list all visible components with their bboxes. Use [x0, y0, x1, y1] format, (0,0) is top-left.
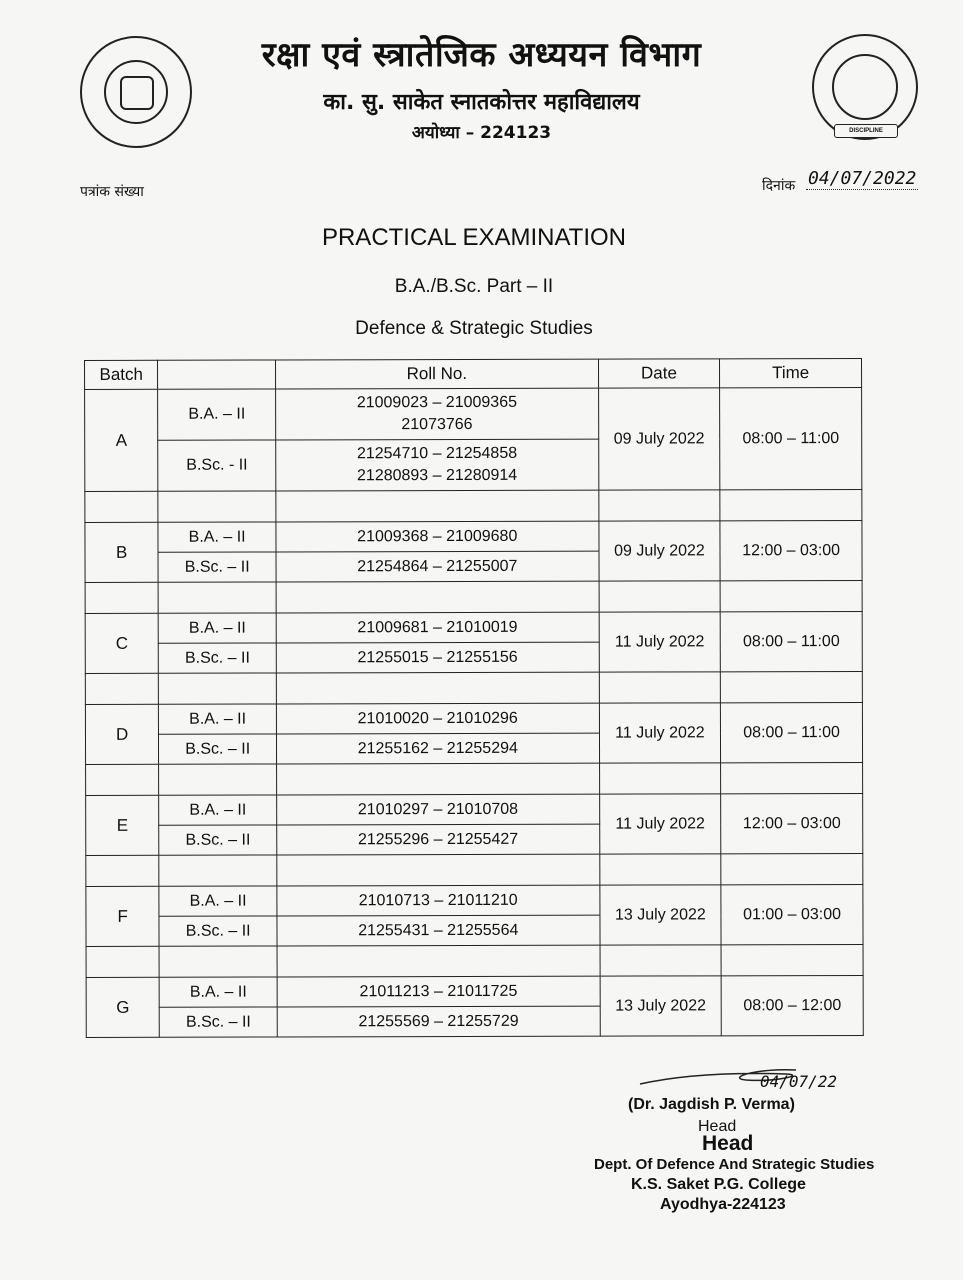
spacer-row: [86, 762, 863, 795]
time-cell: 08:00 – 12:00: [721, 975, 863, 1035]
table-row: [86, 884, 863, 916]
batch-cell: B: [85, 522, 159, 582]
roll-range-cell: 21254710 – 21254858 21280893 – 21280914: [276, 439, 599, 491]
spacer-row: [85, 580, 862, 613]
programme-cell: B.Sc. – II: [159, 916, 277, 946]
time-cell: 12:00 – 03:00: [721, 793, 863, 853]
batch-cell: E: [86, 795, 160, 855]
batch-cell: A: [85, 389, 159, 491]
programme-cell: B.Sc. – II: [159, 734, 277, 764]
batch-cell: G: [86, 977, 160, 1037]
spacer-row: [86, 853, 863, 886]
programme-cell: B.Sc. – II: [159, 643, 277, 673]
date-cell: 11 July 2022: [599, 612, 721, 672]
course-name: B.A./B.Sc. Part – II: [394, 276, 554, 297]
table-row: [85, 702, 862, 734]
letter-number-label: पत्रांक संख्या: [80, 184, 144, 200]
time-cell: 12:00 – 03:00: [720, 520, 862, 580]
spacer-row: [86, 944, 863, 977]
roll-range-cell: 21009023 – 21009365 21073766: [276, 388, 599, 440]
signatory-name: (Dr. Jagdish P. Verma): [628, 1096, 795, 1113]
header-roll-no: Roll No.: [275, 359, 598, 389]
spacer-row: [85, 489, 862, 522]
programme-cell: B.Sc. – II: [159, 825, 277, 855]
seal-ribbon: DISCIPLINE: [834, 124, 898, 138]
programme-cell: B.A. – II: [159, 795, 277, 825]
exam-schedule-table: [84, 358, 864, 1038]
roll-range-cell: 21011213 – 21011725: [277, 976, 600, 1007]
programme-cell: B.A. – II: [158, 522, 276, 552]
department-title: रक्षा एवं स्त्रातेजिक अध्ययन विभाग: [261, 35, 702, 75]
roll-range-cell: 21254864 – 21255007: [276, 551, 599, 582]
batch-cell: D: [85, 704, 159, 764]
college-city: अयोध्या – 224123: [411, 123, 552, 143]
programme-cell: B.A. – II: [159, 977, 277, 1007]
programme-cell: B.A. – II: [159, 613, 277, 643]
table-header-row: [85, 358, 862, 389]
time-cell: 01:00 – 03:00: [721, 884, 863, 944]
header-batch: Batch: [85, 360, 158, 389]
roll-range-cell: 21010020 – 21010296: [276, 703, 599, 734]
time-cell: 08:00 – 11:00: [720, 387, 862, 489]
stamp-college: K.S. Saket P.G. College: [631, 1176, 806, 1193]
date-cell: 11 July 2022: [599, 794, 721, 854]
programme-cell: B.Sc. – II: [160, 1007, 278, 1037]
programme-cell: B.Sc. – II: [158, 552, 276, 582]
date-cell: 11 July 2022: [599, 703, 721, 763]
time-cell: 08:00 – 11:00: [720, 611, 862, 671]
stamp-city: Ayodhya-224123: [660, 1196, 786, 1213]
header-programme: [158, 360, 276, 389]
date-cell: 09 July 2022: [599, 521, 721, 581]
table-row: [85, 611, 862, 643]
batch-cell: C: [85, 613, 159, 673]
roll-range-cell: 21255431 – 21255564: [277, 915, 600, 946]
roll-range-cell: 21009681 – 21010019: [276, 612, 599, 643]
spacer-row: [85, 671, 862, 704]
programme-cell: B.A. – II: [158, 389, 276, 440]
table-row: [86, 793, 863, 825]
date-label: दिनांक: [762, 178, 796, 194]
roll-range-cell: 21255296 – 21255427: [277, 824, 600, 855]
signature-date: 04/07/22: [760, 1072, 838, 1091]
date-cell: 13 July 2022: [600, 976, 722, 1036]
table-row: [86, 975, 863, 1007]
date-value: 04/07/2022: [808, 168, 917, 189]
roll-range-cell: 21255162 – 21255294: [276, 733, 599, 764]
roll-range-cell: 21255569 – 21255729: [277, 1006, 600, 1037]
signatory-title: Head: [698, 1118, 737, 1135]
date-cell: 09 July 2022: [598, 388, 720, 490]
roll-range-cell: 21010713 – 21011210: [277, 885, 600, 916]
date-cell: 13 July 2022: [600, 885, 722, 945]
table-row: [85, 520, 862, 552]
batch-cell: F: [86, 886, 160, 946]
table-row: [85, 387, 862, 440]
subject-name: Defence & Strategic Studies: [355, 318, 593, 339]
roll-range-cell: 21010297 – 21010708: [277, 794, 600, 825]
roll-range-cell: 21255015 – 21255156: [276, 642, 599, 673]
stamp-head: Head: [702, 1132, 754, 1155]
header-date: Date: [598, 359, 720, 388]
exam-title: PRACTICAL EXAMINATION: [321, 224, 627, 251]
college-name: का. सु. साकेत स्नातकोत्तर महाविद्यालय: [323, 90, 640, 115]
stamp-department: Dept. Of Defence And Strategic Studies: [594, 1156, 875, 1173]
programme-cell: B.Sc. - II: [158, 440, 276, 491]
time-cell: 08:00 – 11:00: [721, 702, 863, 762]
roll-range-cell: 21009368 – 21009680: [276, 521, 599, 552]
header-time: Time: [720, 358, 862, 387]
programme-cell: B.A. – II: [159, 886, 277, 916]
programme-cell: B.A. – II: [159, 704, 277, 734]
